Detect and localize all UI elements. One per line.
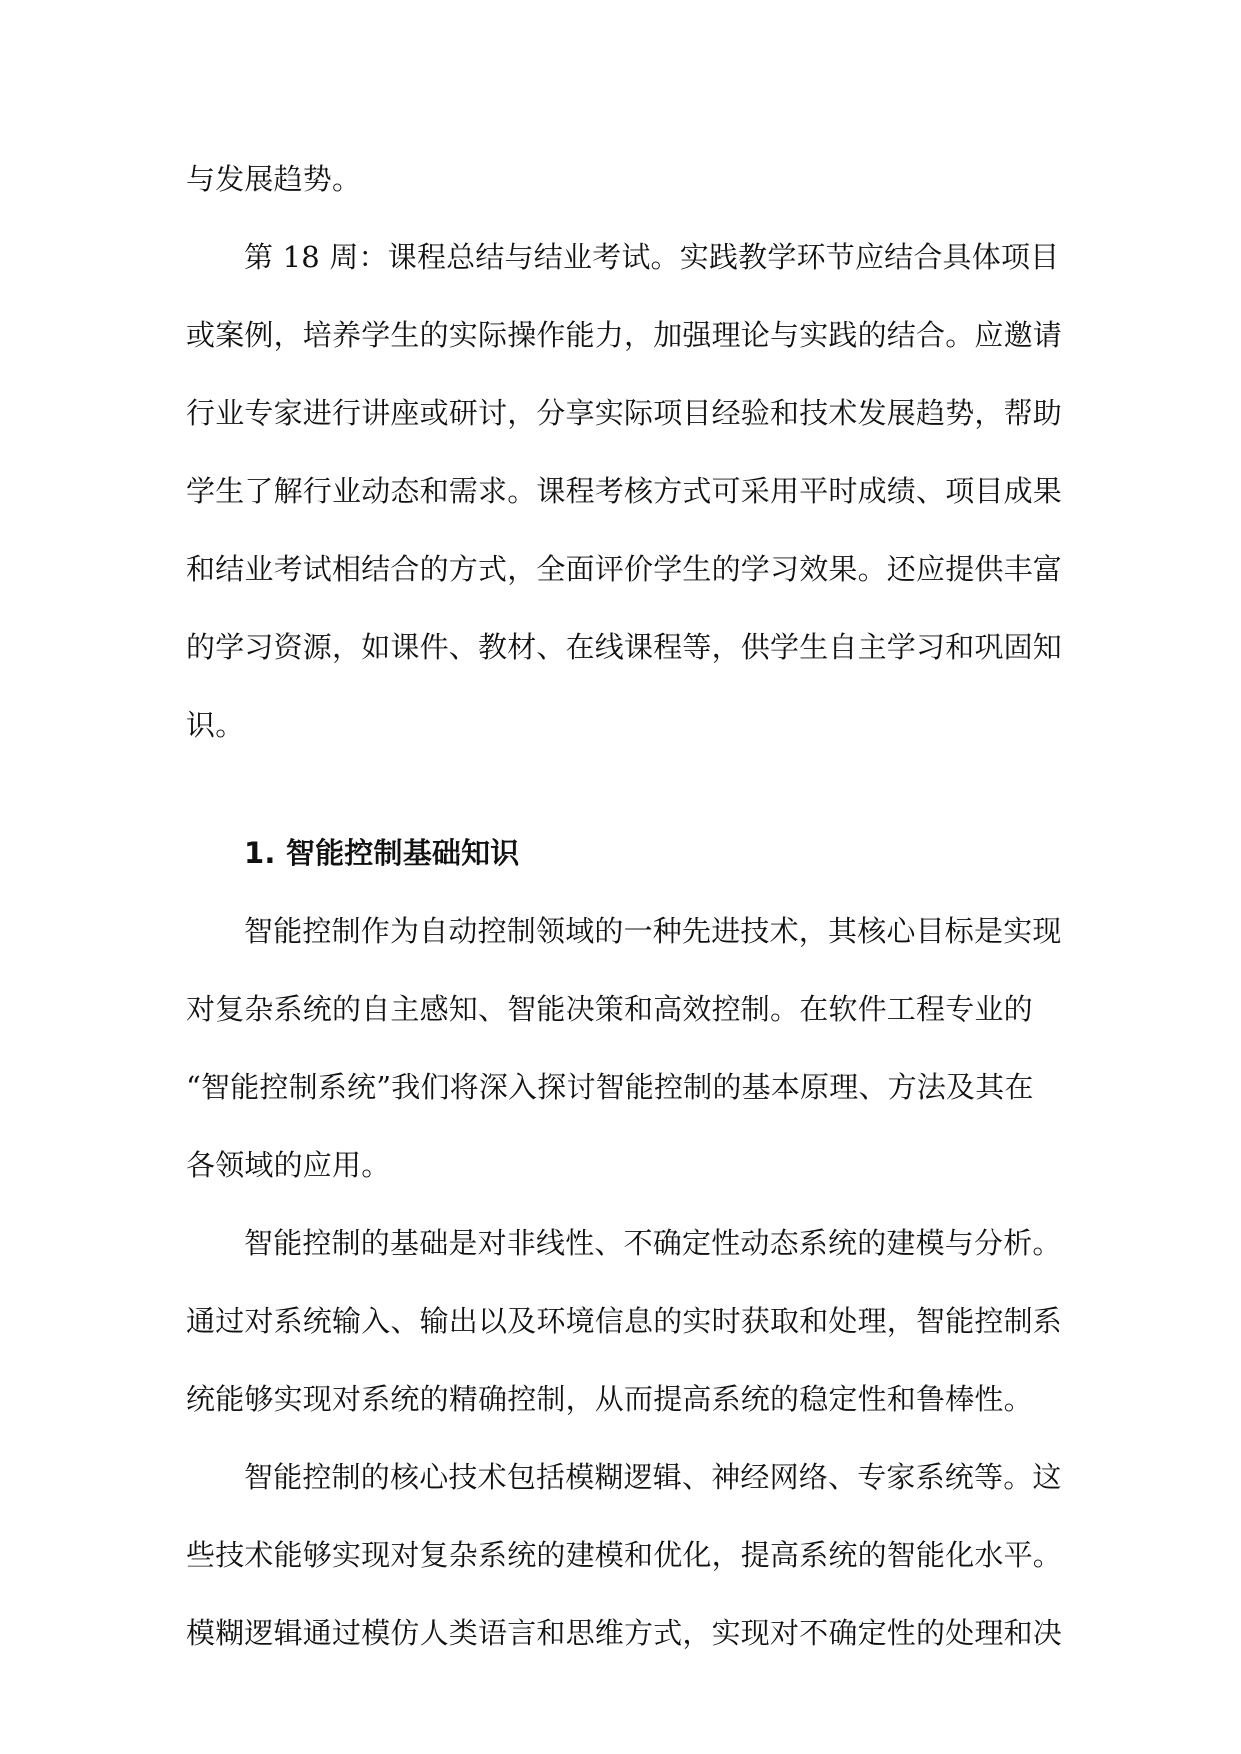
text-line: 各领域的应用。 xyxy=(186,1148,391,1182)
text-line: 与发展趋势。 xyxy=(186,162,362,196)
text-line: 行业专家进行讲座或研讨，分享实际项目经验和技术发展趋势，帮助 xyxy=(186,396,1063,430)
section-spacer xyxy=(186,764,1066,814)
paragraph-continuation xyxy=(186,140,1066,218)
text-line: 对复杂系统的自主感知、智能决策和高效控制。在软件工程专业的 xyxy=(186,992,1033,1026)
paragraph-intro xyxy=(186,892,1066,1204)
paragraph-week18 xyxy=(186,218,1066,764)
text-line: 通过对系统输入、输出以及环境信息的实时获取和处理，智能控制系 xyxy=(186,1304,1063,1338)
paragraph-core xyxy=(186,1438,1066,1672)
text-line: 些技术能够实现对复杂系统的建模和优化，提高系统的智能化水平。 xyxy=(186,1538,1063,1572)
text-line: 模糊逻辑通过模仿人类语言和思维方式，实现对不确定性的处理和决 xyxy=(186,1616,1063,1650)
document-body xyxy=(186,140,1066,1672)
text-line: 第 18 周：课程总结与结业考试。实践教学环节应结合具体项目 xyxy=(244,240,1060,274)
text-line: 智能控制作为自动控制领域的一种先进技术，其核心目标是实现 xyxy=(244,914,1062,948)
text-line: 统能够实现对系统的精确控制，从而提高系统的稳定性和鲁棒性。 xyxy=(186,1382,1033,1416)
text-line: 的学习资源，如课件、教材、在线课程等，供学生自主学习和巩固知 xyxy=(186,630,1063,664)
text-line: 智能控制的基础是对非线性、不确定性动态系统的建模与分析。 xyxy=(244,1226,1062,1260)
text-line: 或案例，培养学生的实际操作能力，加强理论与实践的结合。应邀请 xyxy=(186,318,1063,352)
paragraph-foundation xyxy=(186,1204,1066,1438)
text-line: 智能控制的核心技术包括模糊逻辑、神经网络、专家系统等。这 xyxy=(244,1460,1062,1494)
text-line: 和结业考试相结合的方式，全面评价学生的学习效果。还应提供丰富 xyxy=(186,552,1063,586)
text-line: “智能控制系统”我们将深入探讨智能控制的基本原理、方法及其在 xyxy=(186,1070,1034,1104)
section-heading: 1. 智能控制基础知识 xyxy=(244,836,520,870)
text-line: 学生了解行业动态和需求。课程考核方式可采用平时成绩、项目成果 xyxy=(186,474,1063,508)
text-line: 识。 xyxy=(186,708,245,742)
